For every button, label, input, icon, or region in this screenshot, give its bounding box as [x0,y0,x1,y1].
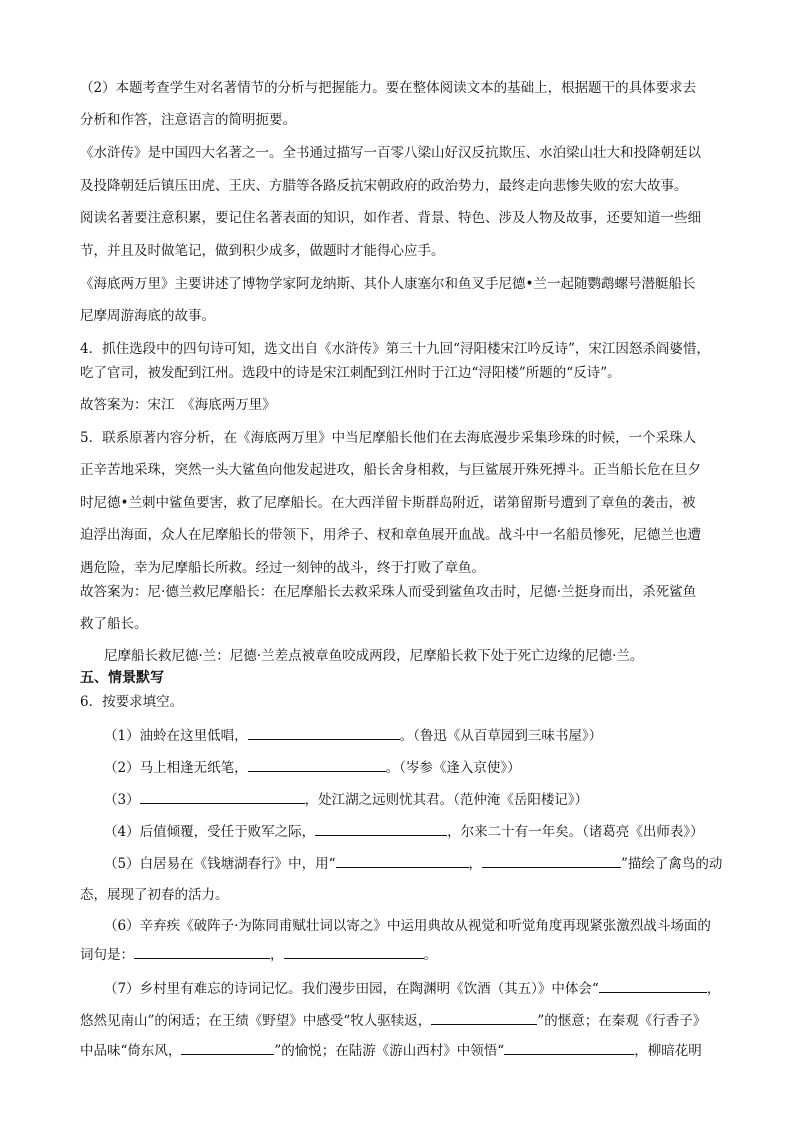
question-text: （1）油蛉在这里低唱， [104,728,248,744]
answer-blank[interactable] [599,978,707,993]
question-text: （5）白居易在《钱塘湖春行》中，用“ [104,856,336,872]
text-line: 正辛苦地采珠，突然一头大鲨鱼向他发起进攻，船长舍身相救，与巨鲨展开殊死搏斗。正当船长危在旦夕 [80,462,701,478]
question-text: （7）乡村里有难忘的诗词记忆。我们漫步田园，在陶渊明《饮酒（其五）》中体会“ [104,981,599,997]
question-text: （4）后值倾覆，受任于败军之际， [104,824,316,840]
answer-blank[interactable] [248,757,386,772]
answer-blank[interactable] [134,944,270,959]
text-line: 尼摩周游海底的故事。 [80,308,215,324]
question-text: ，尔来二十有一年矣。（诸葛亮《出师表》） [447,824,704,840]
question-text: ， [468,856,482,872]
text-line: 阅读名著要注意积累，要记住名著表面的知识，如作者、背景、特色、涉及人物及故事，还要知道一些细 [80,210,701,226]
text-line: 态，展现了初春的活力。 [80,887,229,903]
question-item-1 [104,725,602,746]
question-text: 中品味“倚东风， [80,1043,182,1059]
text-line: 尼摩船长救尼德·兰：尼德·兰差点被章鱼咬成两段，尼摩船长救下处于死亡边缘的尼德·兰。 [104,648,644,664]
answer-blank[interactable] [181,1040,274,1055]
text-line: 时尼德•兰刺中鲨鱼要害，救了尼摩船长。在大西洋留卡斯群岛附近，诺第留斯号遭到了章鱼的袭击，被 [80,495,696,511]
question-text: ”描绘了禽鸟的动 [621,856,723,872]
answer-blank[interactable] [482,853,621,868]
question-text: （2）马上相逢无纸笔， [104,760,248,776]
text-line: 《海底两万里》主要讲述了博物学家阿龙纳斯、其仆人康塞尔和鱼叉手尼德•兰一起随鹦鹉螺号潜艇船长 [80,276,696,292]
answer-blank[interactable] [504,1040,634,1055]
text-line: （2）本题考查学生对名著情节的分析与把握能力。要在整体阅读文本的基础上，根据题干的具体要求去 [80,80,697,96]
question-text: 词句是： [80,947,134,963]
text-line: 吃了官司，被发配到江州。选段中的诗是宋江刺配到江州时于江边“浔阳楼”所题的“反诗”。 [80,365,621,381]
answer-blank[interactable] [284,944,424,959]
question-text: 。 [423,947,437,963]
answer-blank[interactable] [140,789,305,804]
text-line: 遇危险，幸为尼摩船长所救。经过一刻钟的战斗，终于打败了章鱼。 [80,560,485,576]
text-line: 《水浒传》是中国四大名著之一。全书通过描写一百零八梁山好汉反抗欺压、水泊梁山壮大和投降朝廷以 [80,145,701,161]
question-item-5 [104,853,722,874]
question-item-6: （6）辛弃疾《破阵子·为陈同甫赋壮词以寄之》中运用典故从视觉和听觉角度再现紧张激烈战斗场面的 [104,918,711,934]
question-item-7-cont [80,1010,706,1031]
question-text: ， [270,947,284,963]
question-text: 。（鲁迅《从百草园到三味书屋》） [399,728,603,744]
question-text: ，处江湖之远则忧其君。（范仲淹《岳阳楼记》） [304,792,589,808]
answer-blank[interactable] [315,821,447,836]
question-text: ，柳暗花明 [634,1043,702,1059]
text-line: 4．抓住选段中的四句诗可知，选文出自《水浒传》第三十九回“浔阳楼宋江吟反诗”，宋江因怒杀阎婆惜， [80,341,710,357]
question-item-7 [104,978,720,999]
text-line: 5．联系原著内容分析，在《海底两万里》中当尼摩船长他们在去海底漫步采集珍珠的时候，一个采珠人 [80,430,697,446]
question-text: 。（岑参《逢入京使》） [385,760,521,776]
answer-blank[interactable] [248,725,400,740]
question-title: 6．按要求填空。 [80,694,184,710]
question-item-4 [104,821,704,842]
question-text: （3） [104,792,140,808]
text-line: 故答案为：宋江 《海底两万里》 [80,397,276,413]
question-item-7-cont [80,1040,702,1061]
question-item-2 [104,757,521,778]
question-text: ， [706,981,721,997]
question-text: ”的愉悦；在陆游《游山西村》中领悟“ [274,1043,505,1059]
answer-blank[interactable] [336,853,469,868]
text-line: 及投降朝廷后镇压田虎、王庆、方腊等各路反抗宋朝政府的政治势力，最终走向悲惨失败的宏大故事。 [80,178,688,194]
question-text: 悠然见南山”的闲适；在王绩《野望》中感受“牧人驱犊返， [80,1013,432,1029]
text-line: 迫浮出海面，众人在尼摩船长的带领下，用斧子、杈和章鱼展开血战。战斗中一名船员惨死，尼德兰也遭 [80,527,701,543]
text-line: 分析和作答，注意语言的简明扼要。 [80,112,296,128]
question-item-6-cont [80,944,437,965]
text-line: 救了船长。 [80,616,148,632]
answer-blank[interactable] [431,1010,537,1025]
text-line: 故答案为：尼·德兰救尼摩船长：在尼摩船长去救采珠人而受到鲨鱼攻击时，尼德·兰挺身而出，杀死鲨鱼 [80,584,697,600]
question-item-3 [104,789,588,810]
section-heading: 五、情景默写 [80,670,164,686]
question-text: ”的惬意；在秦观《行香子》 [537,1013,707,1029]
text-line: 节，并且及时做笔记，做到积少成多，做题时才能得心应手。 [80,243,445,259]
